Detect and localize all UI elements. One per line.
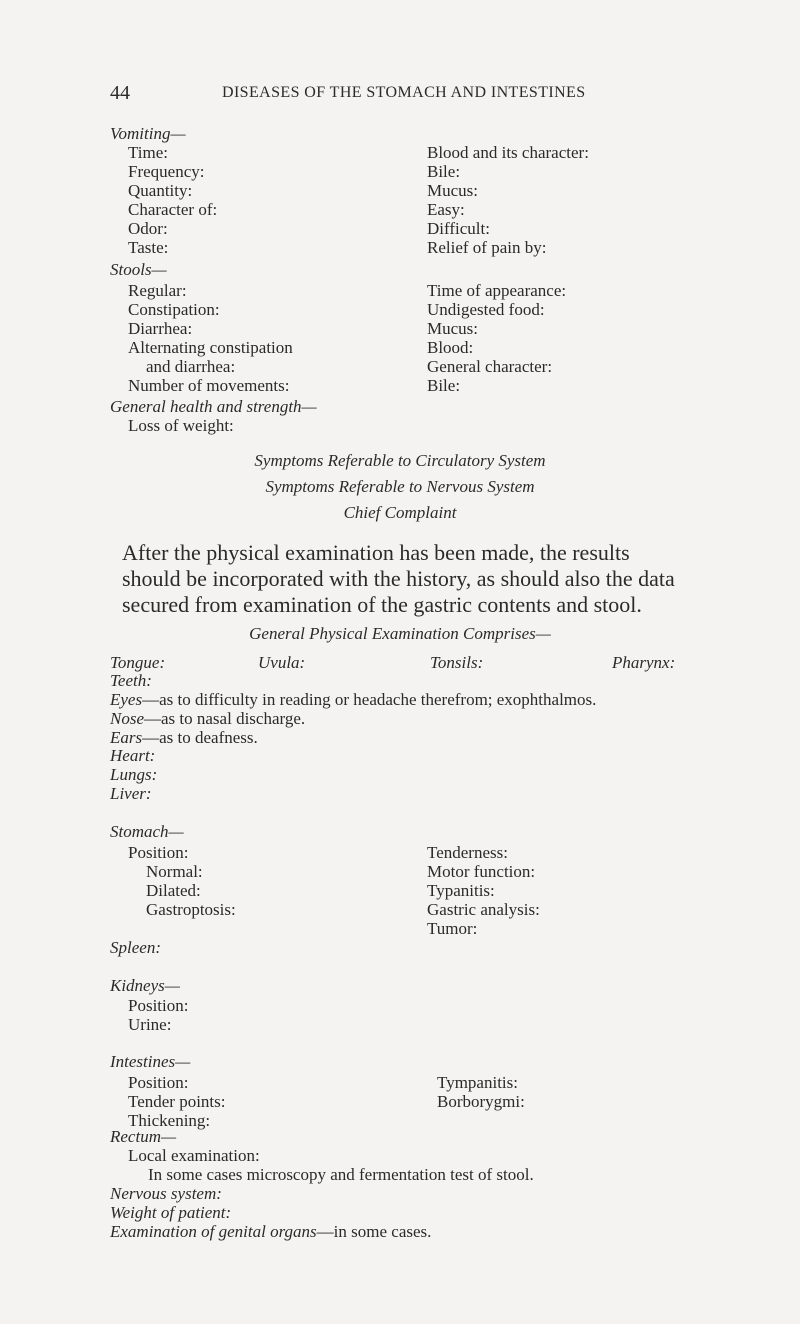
list-item: Thickening: bbox=[128, 1111, 211, 1130]
list-item: Tenderness: bbox=[427, 843, 508, 862]
exam-heading: General Physical Examination Comprises— bbox=[249, 624, 551, 643]
weight-label: Weight of patient: bbox=[110, 1203, 232, 1222]
list-item: Position: bbox=[128, 843, 189, 862]
uvula-label: Uvula: bbox=[258, 653, 306, 672]
rectum-note: In some cases microscopy and fermentation test of stool. bbox=[148, 1165, 534, 1184]
list-item: Mucus: bbox=[427, 181, 478, 200]
list-item: Dilated: bbox=[146, 881, 201, 900]
teeth-label: Teeth: bbox=[110, 671, 152, 690]
list-item: Number of movements: bbox=[128, 376, 290, 395]
list-item: Regular: bbox=[128, 281, 187, 300]
eyes-line bbox=[110, 690, 596, 709]
local-examination: Local examination: bbox=[128, 1146, 260, 1165]
list-item: Typanitis: bbox=[427, 881, 495, 900]
ears-line bbox=[110, 728, 258, 747]
list-item: Borborygmi: bbox=[437, 1092, 525, 1111]
symptoms-nervous: Symptoms Referable to Nervous System bbox=[265, 477, 535, 496]
vomiting-left-list bbox=[128, 143, 217, 257]
kidneys-heading: Kidneys— bbox=[110, 976, 180, 995]
eyes-text: —as to difficulty in reading or headache therefrom; exophthalmos. bbox=[142, 690, 597, 709]
genital-label: Examination of genital organs bbox=[110, 1222, 317, 1241]
list-item: Frequency: bbox=[128, 162, 205, 181]
pharynx-label: Pharynx: bbox=[612, 653, 676, 672]
list-item: Relief of pain by: bbox=[427, 238, 547, 257]
tongue-label: Tongue: bbox=[110, 653, 166, 672]
list-item: Time: bbox=[128, 143, 169, 162]
tonsils-label: Tonsils: bbox=[430, 653, 484, 672]
eyes-label: Eyes bbox=[110, 690, 143, 709]
chief-complaint: Chief Complaint bbox=[343, 503, 457, 522]
list-item: Blood and its character: bbox=[427, 143, 589, 162]
list-item: Constipation: bbox=[128, 300, 220, 319]
nose-line bbox=[110, 709, 305, 728]
running-title: DISEASES OF THE STOMACH AND INTESTINES bbox=[222, 84, 586, 101]
ears-label: Ears bbox=[110, 728, 143, 747]
heart-label: Heart: bbox=[110, 746, 156, 765]
list-item: Gastric analysis: bbox=[427, 900, 540, 919]
liver-label: Liver: bbox=[110, 784, 152, 803]
stomach-heading: Stomach— bbox=[110, 822, 184, 841]
symptoms-circulatory: Symptoms Referable to Circulatory System bbox=[254, 451, 546, 470]
intestines-left-list bbox=[128, 1073, 225, 1130]
list-item: Mucus: bbox=[427, 319, 478, 338]
rectum-heading: Rectum— bbox=[110, 1127, 177, 1146]
list-item: Difficult: bbox=[427, 219, 490, 238]
list-item: General character: bbox=[427, 357, 553, 376]
list-item: Undigested food: bbox=[427, 300, 545, 319]
loss-of-weight: Loss of weight: bbox=[128, 416, 234, 435]
nose-label: Nose bbox=[110, 709, 144, 728]
stools-heading: Stools— bbox=[110, 260, 167, 279]
genital-line bbox=[110, 1222, 431, 1241]
stomach-right-list bbox=[427, 843, 540, 938]
spleen-label: Spleen: bbox=[110, 938, 161, 957]
intestines-right-list bbox=[437, 1073, 525, 1111]
list-item: Tumor: bbox=[427, 919, 478, 938]
stools-right-list bbox=[427, 281, 566, 395]
kidneys-list bbox=[128, 996, 188, 1034]
body-paragraph bbox=[122, 540, 682, 618]
stomach-left-list bbox=[128, 843, 236, 919]
nose-text: —as to nasal discharge. bbox=[144, 709, 306, 728]
list-item: Character of: bbox=[128, 200, 218, 219]
lungs-label: Lungs: bbox=[110, 765, 158, 784]
general-health-heading: General health and strength— bbox=[110, 397, 317, 416]
list-item: Quantity: bbox=[128, 181, 193, 200]
list-item: Bile: bbox=[427, 162, 461, 181]
list-item: Position: bbox=[128, 996, 189, 1015]
list-item: Tympanitis: bbox=[437, 1073, 518, 1092]
list-item: Taste: bbox=[128, 238, 169, 257]
list-item: Motor function: bbox=[427, 862, 536, 881]
list-item: Position: bbox=[128, 1073, 189, 1092]
ears-text: —as to deafness. bbox=[142, 728, 258, 747]
list-item: Tender points: bbox=[128, 1092, 226, 1111]
list-item: Blood: bbox=[427, 338, 474, 357]
list-item: Odor: bbox=[128, 219, 168, 238]
vomiting-right-list bbox=[427, 143, 589, 257]
list-item: and diarrhea: bbox=[146, 357, 236, 376]
stools-left-list bbox=[128, 281, 293, 395]
list-item: Gastroptosis: bbox=[146, 900, 236, 919]
genital-text: —in some cases. bbox=[316, 1222, 432, 1241]
page-number: 44 bbox=[110, 82, 130, 104]
list-item: Normal: bbox=[146, 862, 203, 881]
list-item: Alternating constipation bbox=[128, 338, 293, 357]
list-item: Time of appearance: bbox=[427, 281, 567, 300]
vomiting-heading: Vomiting— bbox=[110, 124, 186, 143]
nervous-system-label: Nervous system: bbox=[110, 1184, 222, 1203]
list-item: Easy: bbox=[427, 200, 465, 219]
list-item: Bile: bbox=[427, 376, 461, 395]
paragraph-line: secured from examination of the gastric contents and stool. bbox=[122, 592, 642, 617]
intestines-heading: Intestines— bbox=[110, 1052, 191, 1071]
paragraph-line: After the physical examination has been made, the results bbox=[122, 540, 630, 565]
paragraph-line: should be incorporated with the history, as should also the data bbox=[122, 566, 675, 591]
list-item: Urine: bbox=[128, 1015, 172, 1034]
list-item: Diarrhea: bbox=[128, 319, 193, 338]
